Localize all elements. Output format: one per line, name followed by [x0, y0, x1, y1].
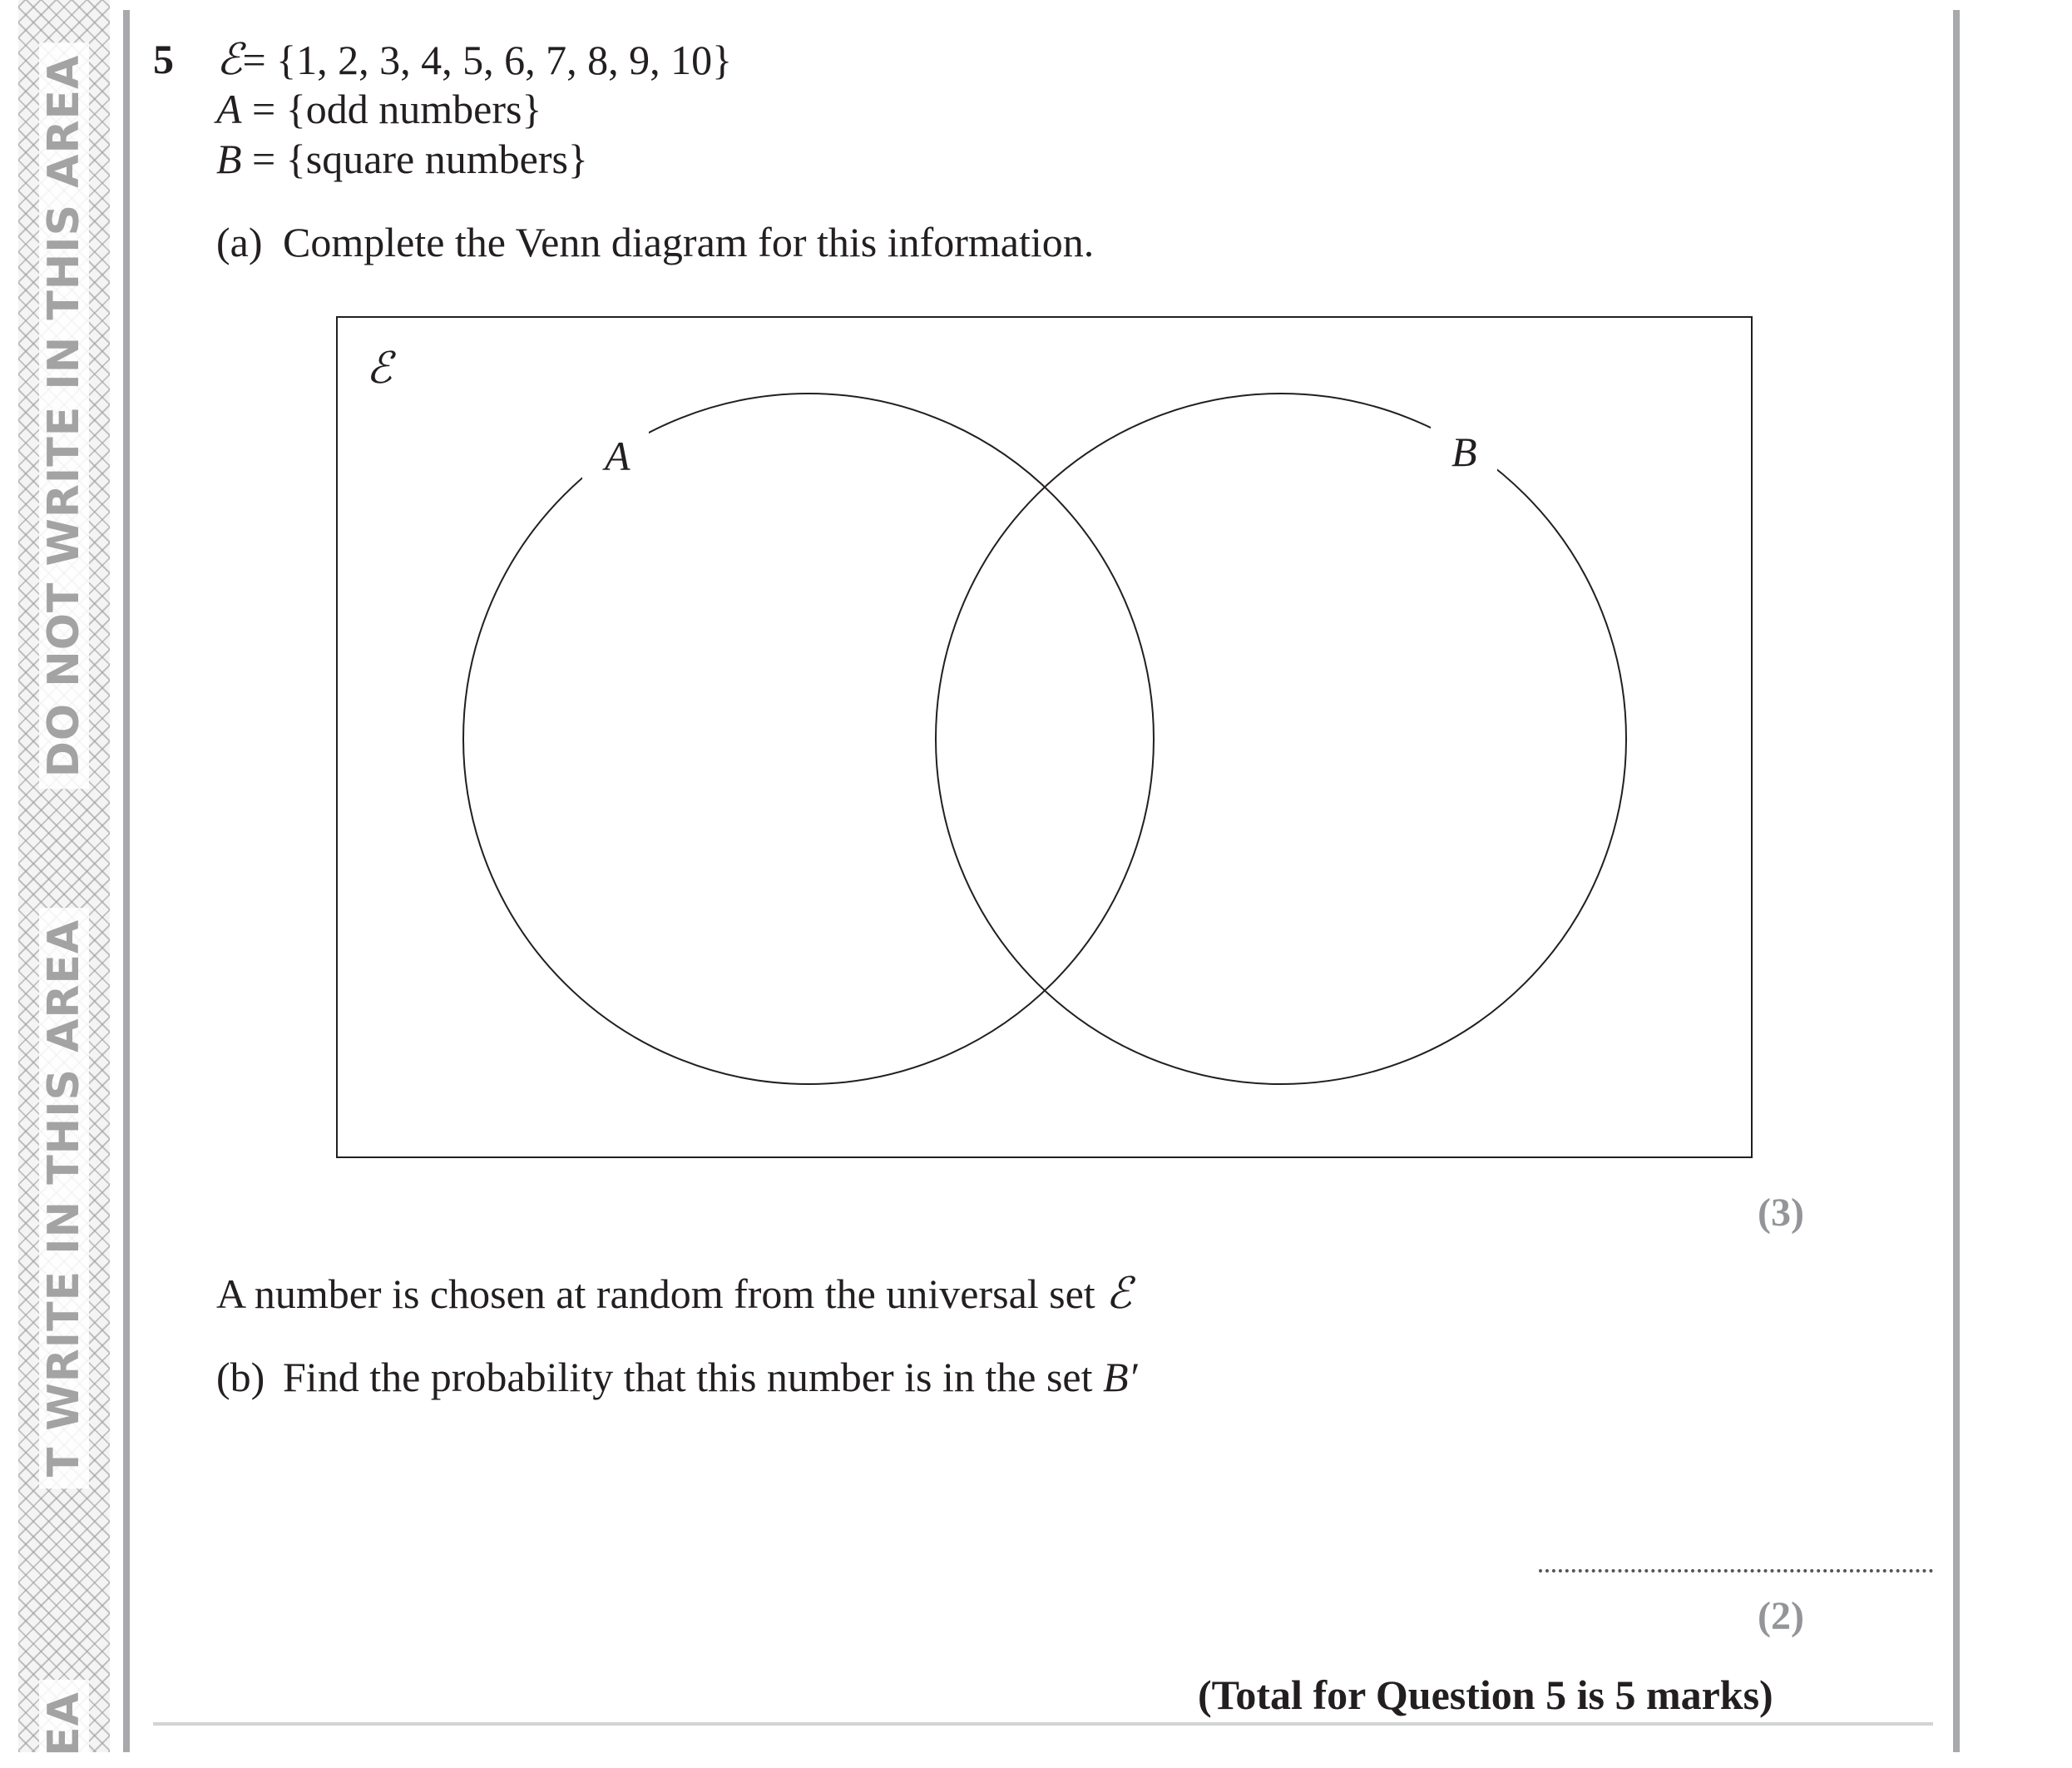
answer-line[interactable]: [1539, 1569, 1933, 1572]
margin-warning-bottom: EA: [39, 1680, 89, 1768]
universal-set-symbol: ℰ: [216, 37, 243, 84]
circle-b-label: B: [1451, 428, 1477, 475]
part-a-label: (a): [216, 219, 263, 265]
margin-warning-top: DO NOT WRITE IN THIS AREA: [39, 43, 89, 790]
circle-b[interactable]: [936, 394, 1626, 1084]
bottom-rule: [153, 1722, 1933, 1726]
part-b-text: Find the probability that this number is in the set: [283, 1354, 1104, 1400]
question-number: 5: [153, 36, 174, 82]
set-a-def: = {odd numbers}: [241, 86, 542, 132]
part-b-marks: (2): [1758, 1594, 1804, 1638]
part-b-label: (b): [216, 1354, 265, 1400]
part-b-line: [283, 1353, 1138, 1401]
circle-a[interactable]: [463, 394, 1154, 1084]
intro-b-symbol: ℰ: [1105, 1270, 1132, 1318]
intro-b-line: [216, 1269, 1132, 1319]
venn-universal-label: ℰ: [366, 345, 393, 393]
part-b-set: B′: [1103, 1354, 1138, 1400]
universal-set-def: = {1, 2, 3, 4, 5, 6, 7, 8, 9, 10}: [242, 37, 733, 83]
set-b-name: B: [216, 136, 242, 182]
set-b-def: = {square numbers}: [241, 136, 588, 182]
intro-b-text: A number is chosen at random from the universal set: [216, 1270, 1106, 1317]
circle-a-label: A: [605, 433, 631, 479]
universal-rectangle: [337, 317, 1752, 1157]
set-a-name: A: [216, 86, 242, 132]
margin-warning-middle: T WRITE IN THIS AREA: [39, 908, 89, 1488]
part-a-text: Complete the Venn diagram for this information.: [283, 219, 1095, 265]
question-total: (Total for Question 5 is 5 marks): [1198, 1671, 1773, 1718]
part-a-marks: (3): [1758, 1191, 1804, 1235]
